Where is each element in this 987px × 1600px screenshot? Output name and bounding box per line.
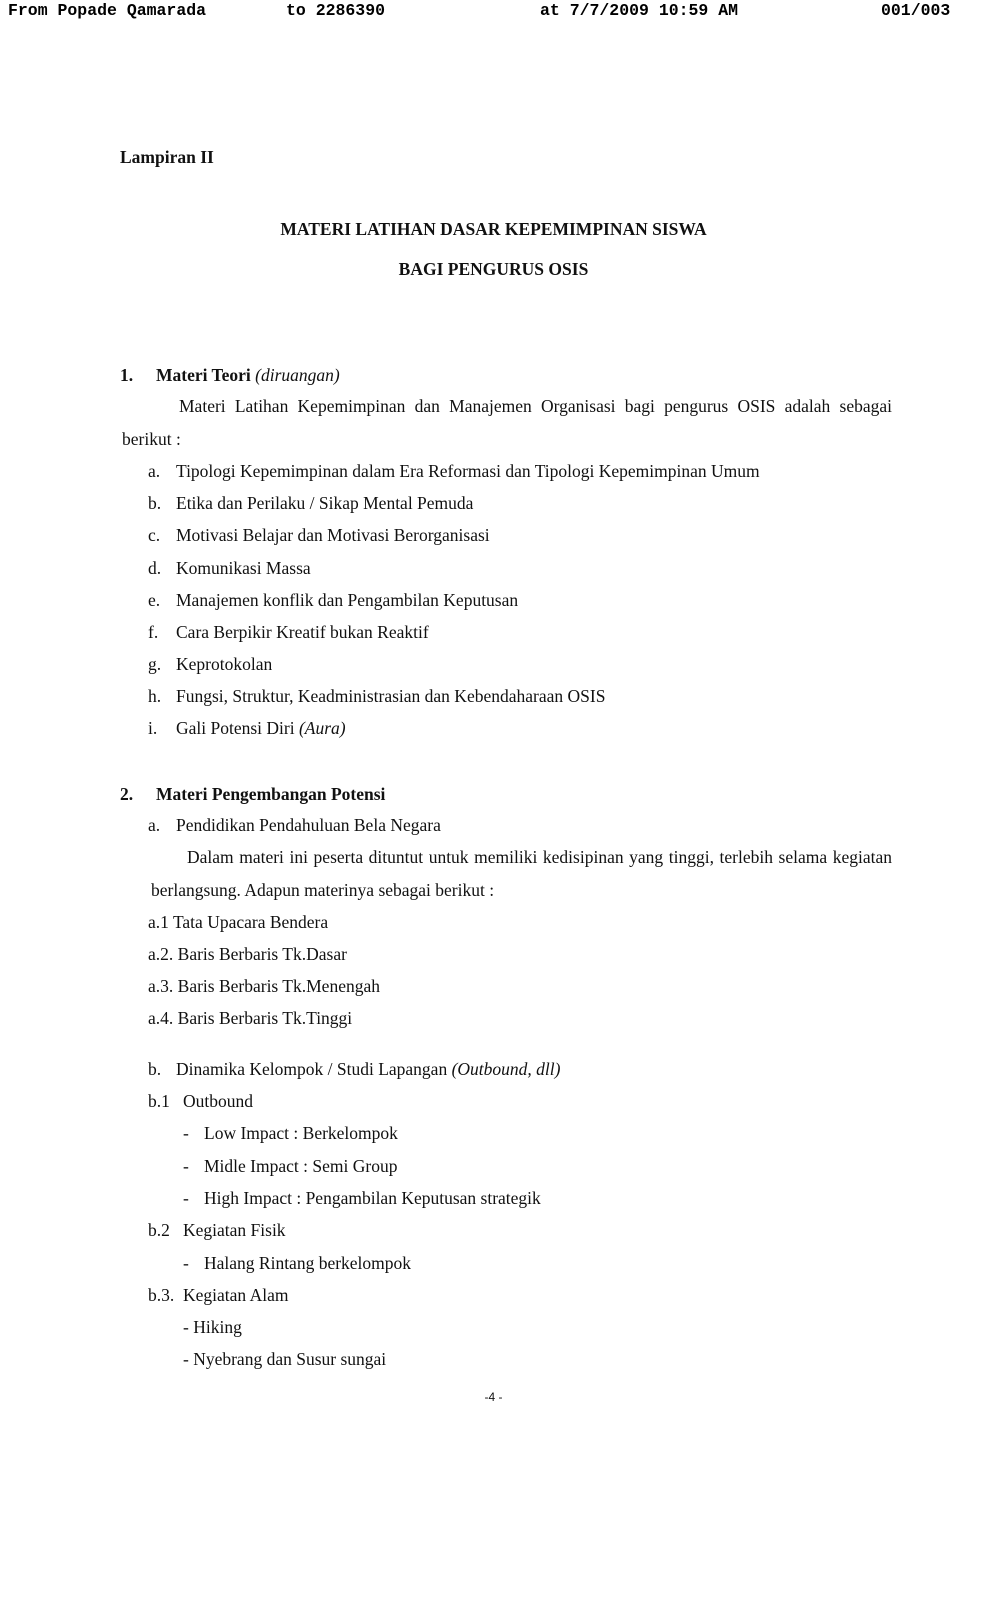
section2b-title: Dinamika Kelompok / Studi Lapangan (Outbound, dll) (176, 1059, 561, 1079)
section1-heading (156, 364, 340, 386)
list-item: Manajemen konflik dan Pengambilan Keputusan (176, 590, 519, 610)
list-item-letter: e. (148, 590, 161, 610)
fax-header (0, 0, 987, 24)
list-item-letter: i. (148, 718, 158, 738)
list-item-letter: d. (148, 558, 162, 578)
subsection-label: b.2 (148, 1220, 170, 1240)
list-item: Etika dan Perilaku / Sikap Mental Pemuda (176, 493, 474, 513)
list-item: Halang Rintang berkelompok (204, 1253, 412, 1273)
section2-title: Materi Pengembangan Potensi (156, 784, 386, 804)
dash-bullet: - (183, 1253, 189, 1273)
section1-title: Materi Teori (156, 365, 251, 385)
subsection-title: Kegiatan Alam (183, 1285, 289, 1305)
section2a-letter: a. (148, 815, 161, 835)
list-item: Motivasi Belajar dan Motivasi Berorganisasi (176, 525, 490, 545)
fax-timestamp: at 7/7/2009 10:59 AM (540, 1, 739, 20)
list-item: Cara Berpikir Kreatif bukan Reaktif (176, 622, 429, 642)
list-item-letter: b. (148, 493, 162, 513)
list-item: Komunikasi Massa (176, 558, 311, 578)
fax-from: From Popade Qamarada (8, 1, 207, 20)
subsection-label: b.1 (148, 1091, 170, 1111)
list-item: a.3. Baris Berbaris Tk.Menengah (148, 976, 380, 996)
subsection-label: b.3. (148, 1285, 175, 1305)
subsection-title: Outbound (183, 1091, 253, 1111)
dash-bullet: - (183, 1123, 189, 1143)
document-subtitle: BAGI PENGURUS OSIS (398, 259, 589, 279)
list-item-letter: g. (148, 654, 162, 674)
list-item: Tipologi Kepemimpinan dalam Era Reformasi dan Tipologi Kepemimpinan Umum (176, 461, 760, 481)
section1-intro: Materi Latihan Kepemimpinan dan Manajemen Organisasi bagi pengurus OSIS adalah sebagai berikut : (122, 396, 892, 449)
list-item-letter: h. (148, 686, 162, 706)
list-item-letter: f. (148, 622, 159, 642)
dash-bullet: - (183, 1188, 189, 1208)
list-item: Low Impact : Berkelompok (204, 1123, 398, 1143)
list-item: Keprotokolan (176, 654, 273, 674)
list-item: - Nyebrang dan Susur sungai (183, 1349, 387, 1369)
page-number: -4 - (484, 1390, 503, 1404)
list-item: High Impact : Pengambilan Keputusan strategik (204, 1188, 541, 1208)
section2a-paragraph: Dalam materi ini peserta dituntut untuk memiliki kedisipinan yang tinggi, terlebih selama kegiatan berlangsung. Adapun materinya sebagai berikut : (151, 847, 892, 900)
fax-to: to 2286390 (286, 1, 386, 20)
fax-page-count: 001/003 (881, 1, 951, 20)
document-title: MATERI LATIHAN DASAR KEPEMIMPINAN SISWA (280, 219, 707, 239)
section1-subtitle: (diruangan) (255, 365, 340, 385)
section2b-letter: b. (148, 1059, 162, 1079)
list-item-letter: c. (148, 525, 161, 545)
list-item: Fungsi, Struktur, Keadministrasian dan Kebendaharaan OSIS (176, 686, 606, 706)
section2a-title: Pendidikan Pendahuluan Bela Negara (176, 815, 441, 835)
list-item: a.1 Tata Upacara Bendera (148, 912, 329, 932)
list-item: a.4. Baris Berbaris Tk.Tinggi (148, 1008, 353, 1028)
list-item: a.2. Baris Berbaris Tk.Dasar (148, 944, 347, 964)
section1-number: 1. (120, 365, 134, 385)
dash-bullet: - (183, 1156, 189, 1176)
list-item-letter: a. (148, 461, 161, 481)
list-item: - Hiking (183, 1317, 242, 1337)
list-item: Gali Potensi Diri (Aura) (176, 718, 346, 738)
lampiran-label: Lampiran II (120, 147, 214, 167)
list-item: Midle Impact : Semi Group (204, 1156, 398, 1176)
subsection-title: Kegiatan Fisik (183, 1220, 286, 1240)
section2-number: 2. (120, 784, 134, 804)
